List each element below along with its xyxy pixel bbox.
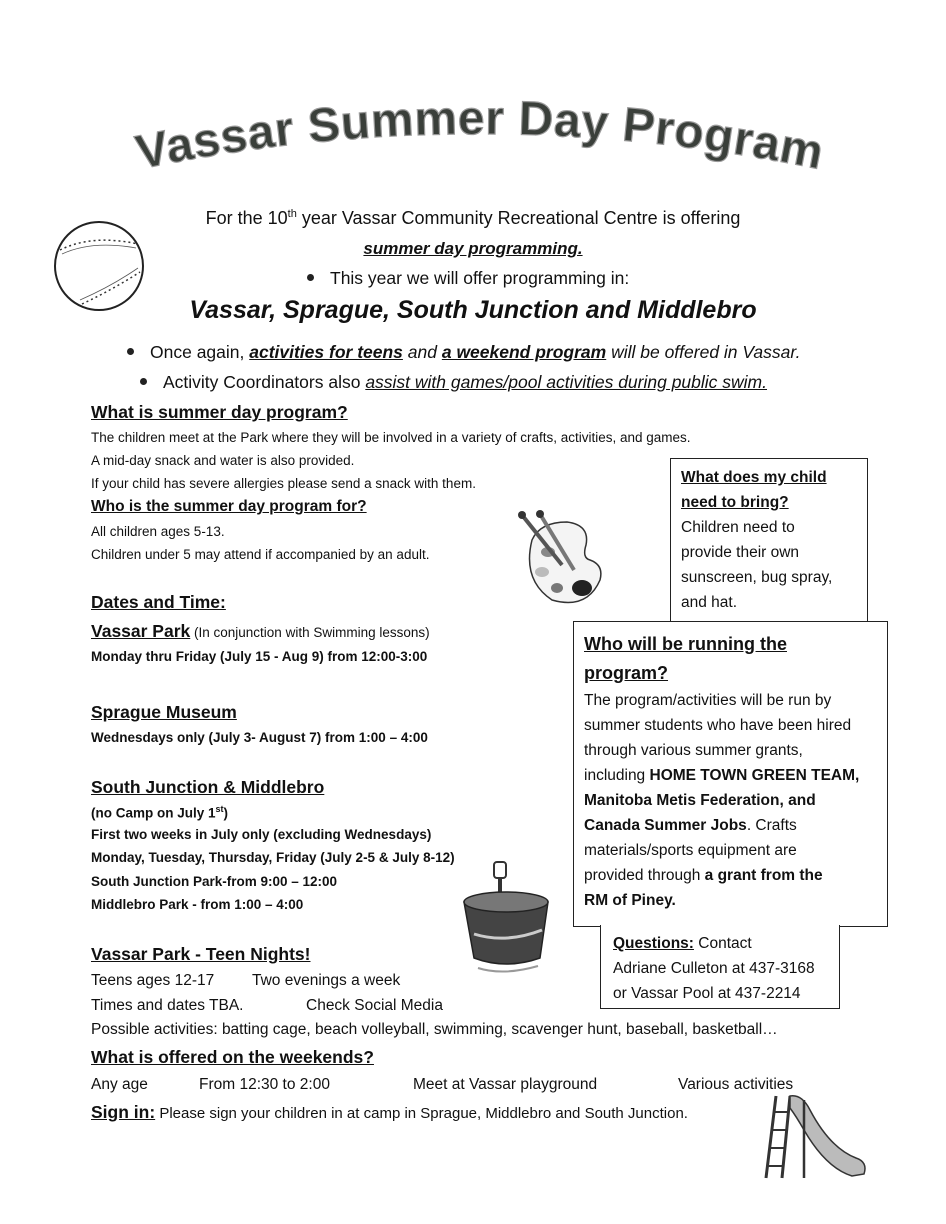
sj-line-1: (no Camp on July 1st) [91,804,229,821]
who-running-box [573,621,888,927]
questions-box [600,925,840,1009]
weekends-heading: What is offered on the weekends? [91,1047,374,1067]
teen-evenings: Two evenings a week [252,972,401,989]
who-for-line-2: Children under 5 may attend if accompanied by an adult. [91,547,430,562]
what-is-heading: What is summer day program? [91,402,348,422]
running-line-1: The program/activities will be run by [584,692,832,709]
what-is-line-3: If your child has severe allergies please send a snack with them. [91,476,476,491]
weekends-time: From 12:30 to 2:00 [199,1076,330,1093]
sj-line-5: Middlebro Park - from 1:00 – 4:00 [91,897,304,912]
page-title [90,100,870,190]
weekends-various: Various activities [678,1076,794,1093]
dates-heading: Dates and Time: [91,592,226,612]
sj-line-4: South Junction Park-from 9:00 – 12:00 [91,874,338,889]
slide-icon [760,1090,872,1182]
sign-in-line: Sign in: Please sign your children in at camp in Sprague, Middlebro and South Junction. [91,1102,688,1122]
teen-activities: Possible activities: batting cage, beach volleyball, swimming, scavenger hunt, baseball, basketball… [91,1021,778,1038]
vassar-park-time: Monday thru Friday (July 15 - Aug 9) from 12:00-3:00 [91,649,428,664]
running-line-9: RM of Piney. [584,892,676,909]
questions-line-3: or Vassar Pool at 437-2214 [613,985,801,1002]
vassar-park-line: Vassar Park (In conjunction with Swimming lessons) [91,621,430,641]
intro-line-1: For the 10th year Vassar Community Recreational Centre is offering [205,208,741,228]
who-for-heading: Who is the summer day program for? [91,498,367,515]
running-line-4: including HOME TOWN GREEN TEAM, [584,767,860,784]
bring-heading-2: need to bring? [681,494,789,511]
bring-line-2: provide their own [681,544,800,561]
weekends-age: Any age [91,1076,148,1093]
sj-line-3: Monday, Tuesday, Thursday, Friday (July 2-5 & July 8-12) [91,850,455,865]
running-heading-1: Who will be running the [584,634,787,654]
intro-bullet-1: This year we will offer programming in: [307,268,629,289]
sprague-heading: Sprague Museum [91,702,237,722]
paint-palette-icon [512,510,607,610]
running-line-3: through various summer grants, [584,742,803,759]
intro-line-2: summer day programming. [363,239,583,258]
running-line-7: materials/sports equipment are [584,842,797,859]
weekends-meet: Meet at Vassar playground [413,1076,598,1093]
bring-line-1: Children need to [681,519,795,536]
teen-ages: Teens ages 12-17 [91,972,215,989]
teen-nights-heading: Vassar Park - Teen Nights! [91,944,311,964]
intro-bullet-3: Activity Coordinators also assist with games/pool activities during public swim. [140,372,767,393]
who-for-line-1: All children ages 5-13. [91,524,225,539]
questions-line-1: Questions: Contact [613,935,752,952]
teen-times: Times and dates TBA. [91,997,244,1014]
running-heading-2: program? [584,663,669,683]
what-is-line-1: The children meet at the Park where they will be involved in a variety of crafts, activities, and games. [91,430,691,445]
running-line-8: provided through a grant from the [584,867,823,884]
running-line-5: Manitoba Metis Federation, and [584,792,816,809]
sand-bucket-icon [458,858,558,976]
bring-line-3: sunscreen, bug spray, [681,569,833,586]
towns-heading: Vassar, Sprague, South Junction and Middlebro [189,296,757,324]
questions-line-2: Adriane Culleton at 437-3168 [613,960,815,977]
intro-bullet-2: Once again, activities for teens and a weekend program will be offered in Vassar. [127,342,800,363]
south-junction-heading: South Junction & Middlebro [91,777,325,797]
bring-heading-1: What does my child [681,469,827,486]
svg-text:Vassar Summer Day Program: Vassar Summer Day Program [131,100,829,181]
sj-line-2: First two weeks in July only (excluding Wednesdays) [91,827,432,842]
bring-line-4: and hat. [681,594,738,611]
running-line-2: summer students who have been hired [584,717,852,734]
what-to-bring-box [670,458,868,624]
running-line-6: Canada Summer Jobs. Crafts [584,817,797,834]
sprague-time: Wednesdays only (July 3- August 7) from 1:00 – 4:00 [91,730,428,745]
teen-social: Check Social Media [306,997,443,1014]
what-is-line-2: A mid-day snack and water is also provided. [91,453,355,468]
